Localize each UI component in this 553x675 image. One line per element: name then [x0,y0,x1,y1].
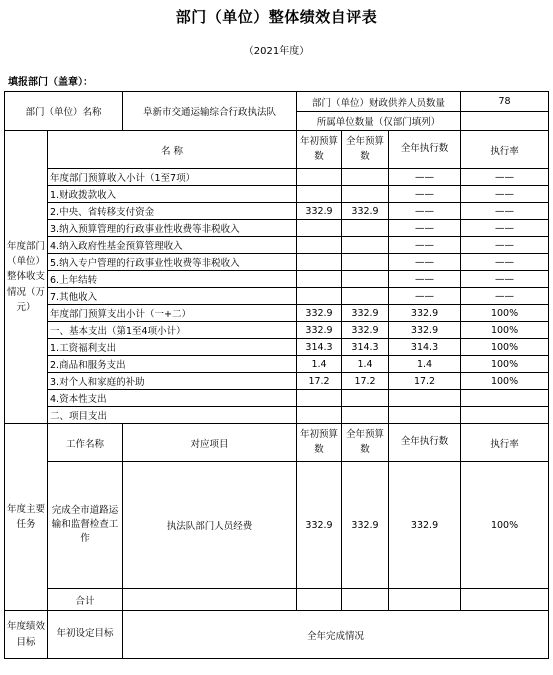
budget-row-execution: 1.4 [389,356,461,373]
goal-target-label: 年初设定目标 [48,611,123,659]
budget-row-full: 332.9 [342,203,389,220]
budget-row-full [342,407,389,424]
task-total-rate [461,589,549,611]
budget-row-rate [461,407,549,424]
budget-row-initial [297,220,342,237]
budget-row-execution: —— [389,271,461,288]
budget-row-full: 1.4 [342,356,389,373]
task-project: 执法队部门人员经费 [123,462,297,589]
budget-row-rate: —— [461,220,549,237]
budget-row-rate: —— [461,203,549,220]
budget-row-name: 2.中央、省转移支付资金 [48,203,297,220]
budget-row [5,186,549,203]
task-section-label: 年度主要任务 [5,424,48,611]
budget-row-initial: 1.4 [297,356,342,373]
task-header-initial-budget: 年初预算数 [297,424,342,462]
task-header-work-name: 工作名称 [48,424,123,462]
budget-row-initial: 332.9 [297,322,342,339]
budget-row-name: 二、项目支出 [48,407,297,424]
budget-row-initial [297,407,342,424]
budget-row-execution: —— [389,169,461,186]
task-total-label: 合计 [48,589,123,611]
budget-row [5,237,549,254]
budget-row-initial [297,237,342,254]
budget-row [5,356,549,373]
evaluation-table [4,91,549,659]
budget-row [5,305,549,322]
budget-row [5,407,549,424]
col-header-full-budget: 全年预算数 [342,131,389,169]
budget-row-name: 5.纳入专户管理的行政事业性收费等非税收入 [48,254,297,271]
budget-row-execution: —— [389,186,461,203]
task-header-execution-rate: 执行率 [461,424,549,462]
budget-row-execution [389,390,461,407]
budget-row-rate: —— [461,254,549,271]
budget-row-name: 2.商品和服务支出 [48,356,297,373]
budget-row-name: 3.对个人和家庭的补助 [48,373,297,390]
dept-name-value: 阜新市交通运输综合行政执法队 [123,92,297,131]
task-header-row [5,424,549,462]
budget-row-execution: —— [389,288,461,305]
budget-row-rate: —— [461,288,549,305]
task-work-name: 完成全市道路运输和监督检查工作 [48,462,123,589]
budget-row-initial [297,169,342,186]
budget-row-initial: 332.9 [297,305,342,322]
budget-row-rate: 100% [461,373,549,390]
filler-label: 填报部门（盖章）： [8,77,93,88]
budget-row-full [342,237,389,254]
budget-row-initial [297,254,342,271]
budget-row-execution: —— [389,237,461,254]
budget-row [5,322,549,339]
budget-row [5,373,549,390]
budget-row-execution: —— [389,254,461,271]
budget-row-name: 1.财政拨款收入 [48,186,297,203]
budget-row-full: 332.9 [342,322,389,339]
budget-row-execution: —— [389,203,461,220]
task-header-full-budget: 全年预算数 [342,424,389,462]
task-total-project [123,589,297,611]
task-header-project: 对应项目 [123,424,297,462]
budget-row-initial [297,271,342,288]
budget-row-execution: 314.3 [389,339,461,356]
budget-row-initial: 314.3 [297,339,342,356]
budget-row-name: 1.工资福利支出 [48,339,297,356]
staff-count-label: 部门（单位）财政供养人员数量 [297,92,461,112]
budget-row [5,271,549,288]
dept-name-label: 部门（单位）名称 [5,92,123,131]
budget-row-name: 4.资本性支出 [48,390,297,407]
budget-row-rate: 100% [461,305,549,322]
col-header-full-execution: 全年执行数 [389,131,461,169]
budget-row-execution: —— [389,220,461,237]
task-header-full-execution: 全年执行数 [389,424,461,462]
budget-row-rate: 100% [461,356,549,373]
budget-row-full: 332.9 [342,305,389,322]
budget-row [5,390,549,407]
budget-row-initial: 332.9 [297,203,342,220]
budget-row-rate [461,390,549,407]
budget-row-name: 4.纳入政府性基金预算管理收入 [48,237,297,254]
budget-row-name: 6.上年结转 [48,271,297,288]
budget-row-rate: —— [461,186,549,203]
budget-name-header: 名 称 [48,131,297,169]
task-initial-budget: 332.9 [297,462,342,589]
budget-row-full [342,169,389,186]
task-total-full [342,589,389,611]
budget-row-name: 3.纳入预算管理的行政事业性收费等非税收入 [48,220,297,237]
report-year: （2021年度） [243,46,310,57]
budget-row-full [342,254,389,271]
task-execution-rate: 100% [461,462,549,589]
col-header-execution-rate: 执行率 [461,131,549,169]
staff-count-value: 78 [461,92,549,112]
budget-row-execution [389,407,461,424]
task-total-initial [297,589,342,611]
budget-row [5,339,549,356]
budget-row-full: 314.3 [342,339,389,356]
budget-section-label: 年度部门（单位）整体收支情况（万元） [5,131,48,424]
goal-completion-label: 全年完成情况 [123,611,549,659]
budget-row-rate: —— [461,271,549,288]
budget-row-name: 年度部门预算收入小计（1至7项） [48,169,297,186]
budget-row-initial: 17.2 [297,373,342,390]
budget-row [5,254,549,271]
budget-row-rate: —— [461,169,549,186]
task-row [5,462,549,589]
task-total-row [5,589,549,611]
budget-row-rate: 100% [461,322,549,339]
page-title: 部门（单位）整体绩效自评表 [175,8,378,26]
budget-row [5,169,549,186]
budget-row-full: 17.2 [342,373,389,390]
budget-row-execution: 332.9 [389,305,461,322]
budget-row-name: 年度部门预算支出小计（一+二） [48,305,297,322]
budget-row-name: 7.其他收入 [48,288,297,305]
budget-row-full [342,220,389,237]
budget-row-initial [297,186,342,203]
budget-row-rate: 100% [461,339,549,356]
task-total-execution [389,589,461,611]
budget-row-initial [297,390,342,407]
task-full-execution: 332.9 [389,462,461,589]
task-full-budget: 332.9 [342,462,389,589]
goal-row [5,611,549,659]
budget-row [5,288,549,305]
sub-units-label: 所属单位数量（仅部门填列） [297,112,461,131]
budget-row-execution: 332.9 [389,322,461,339]
budget-row-execution: 17.2 [389,373,461,390]
budget-row-initial [297,288,342,305]
sub-units-value [461,112,549,131]
budget-row [5,220,549,237]
budget-row [5,203,549,220]
budget-row-full [342,288,389,305]
col-header-initial-budget: 年初预算数 [297,131,342,169]
budget-row-full [342,271,389,288]
budget-row-full [342,186,389,203]
budget-row-full [342,390,389,407]
goal-section-label: 年度绩效目标 [5,611,48,659]
budget-row-name: 一、基本支出（第1至4项小计） [48,322,297,339]
budget-row-rate: —— [461,237,549,254]
